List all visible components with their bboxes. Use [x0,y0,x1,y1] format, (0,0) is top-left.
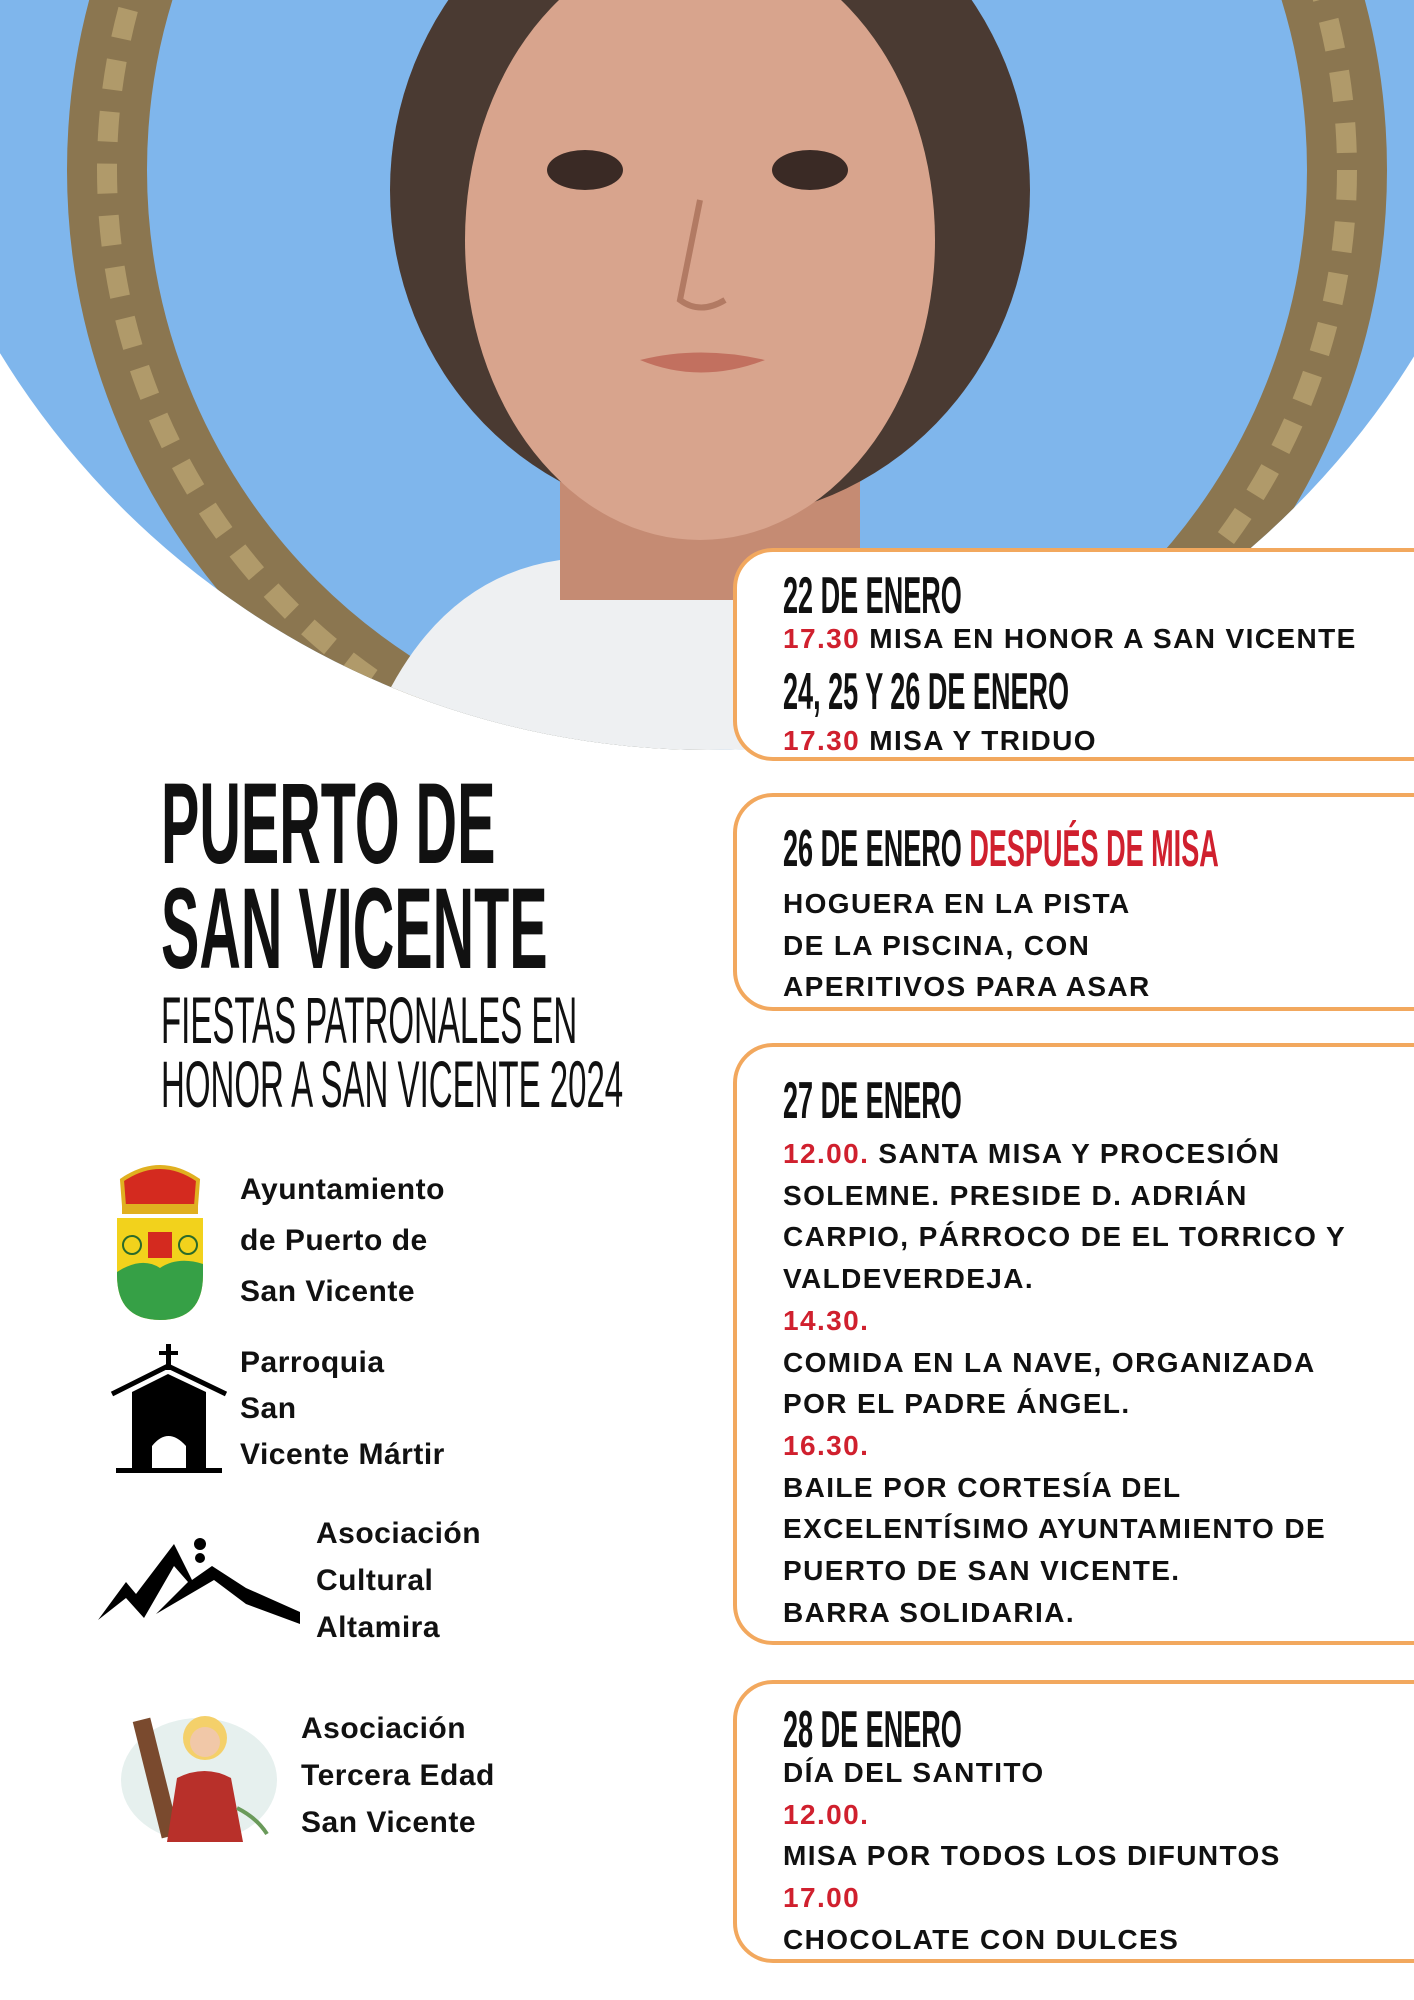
organizer-altamira: Asociación Cultural Altamira [316,1517,482,1644]
schedule-line: CARPIO, PÁRROCO DE EL TORRICO Y [783,1221,1347,1253]
schedule-line: 17.30 MISA EN HONOR A SAN VICENTE [783,623,1357,654]
church-icon [110,1342,234,1476]
schedule-line: VALDEVERDEJA. [783,1263,1035,1295]
schedule-card-22-26-enero [733,548,1414,761]
mountains-icon [96,1530,302,1626]
schedule-line: BARRA SOLIDARIA. [783,1596,1076,1628]
saint-illustration-icon [117,1708,279,1844]
schedule-line: PUERTO DE SAN VICENTE. [783,1555,1181,1587]
schedule-line: 16.30. [783,1429,870,1461]
schedule-line: 14.30. [783,1304,870,1336]
card-heading: 22 DE ENERO [783,567,962,625]
schedule-line: 12.00. [783,1798,870,1830]
organizer-tercera-edad: Asociación Tercera Edad San Vicente [301,1712,495,1839]
schedule-card-28-enero [733,1680,1414,1963]
organizer-ayuntamiento: Ayuntamiento de Puerto de San Vicente [240,1173,445,1308]
subtitle: FIESTAS PATRONALES EN HONOR A SAN VICENTE 2024 [161,983,624,1121]
card-heading: 26 DE ENERO DESPUÉS DE MISA [783,820,1219,878]
schedule-card-27-enero [733,1043,1414,1645]
schedule-line: DÍA DEL SANTITO [783,1757,1045,1788]
schedule-line: 12.00. SANTA MISA Y PROCESIÓN [783,1138,1281,1169]
schedule-line: CHOCOLATE CON DULCES [783,1923,1180,1955]
schedule-line: HOGUERA EN LA PISTA [783,888,1131,919]
schedule-card-26-enero [733,793,1414,1011]
schedule-line: BAILE POR CORTESÍA DEL [783,1471,1182,1503]
coat-of-arms-icon [112,1160,208,1322]
schedule-line: COMIDA EN LA NAVE, ORGANIZADA [783,1346,1316,1378]
schedule-line: APERITIVOS PARA ASAR [783,971,1151,1003]
schedule-line: 17.30 MISA Y TRIDUO [783,724,1097,756]
card-heading: 24, 25 Y 26 DE ENERO [783,662,1070,721]
card-heading: 28 DE ENERO [783,1701,962,1759]
page-title: PUERTO DE SAN VICENTE [161,760,548,993]
organizer-parroquia: Parroquia San Vicente Mártir [240,1346,445,1471]
schedule-line: POR EL PADRE ÁNGEL. [783,1388,1131,1420]
schedule-line: DE LA PISCINA, CON [783,929,1091,961]
card-heading: 27 DE ENERO [783,1072,962,1130]
schedule-line: MISA POR TODOS LOS DIFUNTOS [783,1840,1281,1872]
schedule-line: EXCELENTÍSIMO AYUNTAMIENTO DE [783,1513,1327,1545]
schedule-line: 17.00 [783,1882,861,1914]
schedule-line: SOLEMNE. PRESIDE D. ADRIÁN [783,1179,1248,1211]
